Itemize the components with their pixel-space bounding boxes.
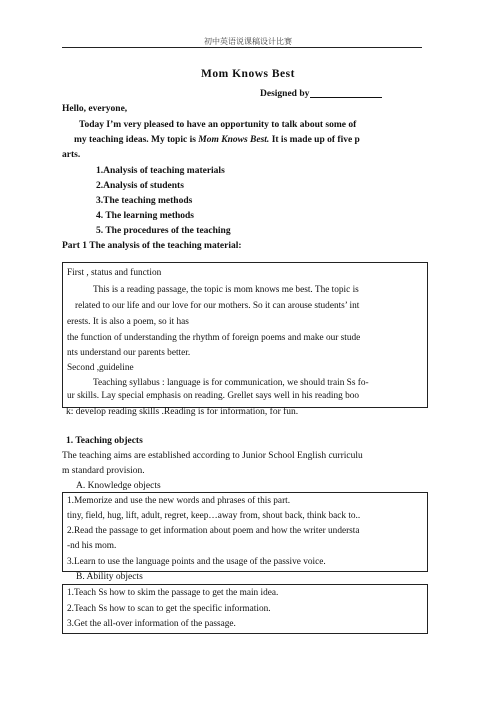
objects-text-1: The teaching aims are established according to Junior School English curriculu — [62, 451, 363, 461]
box2-line-4: -nd his mom. — [67, 541, 117, 551]
greeting: Hello, everyone, — [62, 104, 128, 114]
box3-line-3: 3.Get the all-over information of the passage. — [67, 619, 236, 629]
outline-item-4: 4. The learning methods — [96, 211, 195, 221]
objects-text-2: m standard provision. — [62, 466, 145, 476]
knowledge-heading: A. Knowledge objects — [76, 481, 161, 491]
outline-item-2: 2.Analysis of students — [96, 181, 184, 191]
signature-blank — [310, 97, 382, 98]
box1-line-4: erests. It is also a poem, so it has — [67, 317, 189, 327]
box1-line-9: ur skills. Lay special emphasis on reading. Grellet says well in his reading boo — [67, 391, 360, 401]
box2-line-1: 1.Memorize and use the new words and phrases of this part. — [67, 496, 291, 506]
box1-line-10: k: develop reading skills .Reading is for information, for fun. — [66, 407, 299, 417]
designed-by-label: Designed by — [260, 89, 310, 99]
box2-line-2: tiny, field, hug, lift, adult, regret, keep…away from, shout back, think back to.. — [67, 511, 361, 521]
outline-item-5: 5. The procedures of the teaching — [96, 226, 231, 236]
intro-text-a: my teaching ideas. My topic is — [74, 135, 196, 145]
box1-line-8: Teaching syllabus : language is for communication, we should train Ss fo- — [93, 378, 369, 388]
box1-line-1: First , status and function — [67, 268, 162, 278]
outline-item-3: 3.The teaching methods — [96, 196, 193, 206]
intro-line-2 — [74, 134, 360, 147]
box1-line-7: Second ,guideline — [67, 363, 134, 373]
box3-line-1: 1.Teach Ss how to skim the passage to get the main idea. — [67, 588, 279, 598]
doc-title: Mom Knows Best — [201, 68, 295, 80]
designed-by-line — [260, 88, 382, 101]
ability-objects-box — [62, 584, 428, 634]
intro-line-3: arts. — [62, 150, 81, 160]
intro-text-b: It is made up of five p — [271, 135, 360, 145]
box1-line-6: nts understand our parents better. — [67, 348, 191, 358]
ability-heading: B. Ability objects — [76, 572, 143, 582]
topic-title: Mom Knows Best. — [198, 135, 270, 145]
outline-item-1: 1.Analysis of teaching materials — [96, 166, 225, 176]
page-header: 初中英语说课稿设计比赛 — [204, 37, 292, 46]
box1-line-2: This is a reading passage, the topic is mom knows me best. The topic is — [93, 285, 359, 295]
knowledge-objects-box — [62, 492, 428, 572]
objects-heading: 1. Teaching objects — [66, 436, 143, 446]
box1-line-5: the function of understanding the rhythm of foreign poems and make our stude — [67, 333, 361, 343]
box2-line-5: 3.Learn to use the language points and the usage of the passive voice. — [67, 557, 326, 567]
part1-heading: Part 1 The analysis of the teaching material: — [62, 241, 242, 251]
header-rule — [62, 47, 422, 48]
box1-line-3: related to our life and our love for our mothers. So it can arouse students’ int — [75, 301, 360, 311]
status-guideline-box — [62, 262, 428, 408]
box3-line-2: 2.Teach Ss how to scan to get the specific information. — [67, 604, 271, 614]
box2-line-3: 2.Read the passage to get information about poem and how the writer understa — [67, 526, 360, 536]
intro-line-1: Today I’m very pleased to have an opportunity to talk about some of — [79, 120, 357, 130]
